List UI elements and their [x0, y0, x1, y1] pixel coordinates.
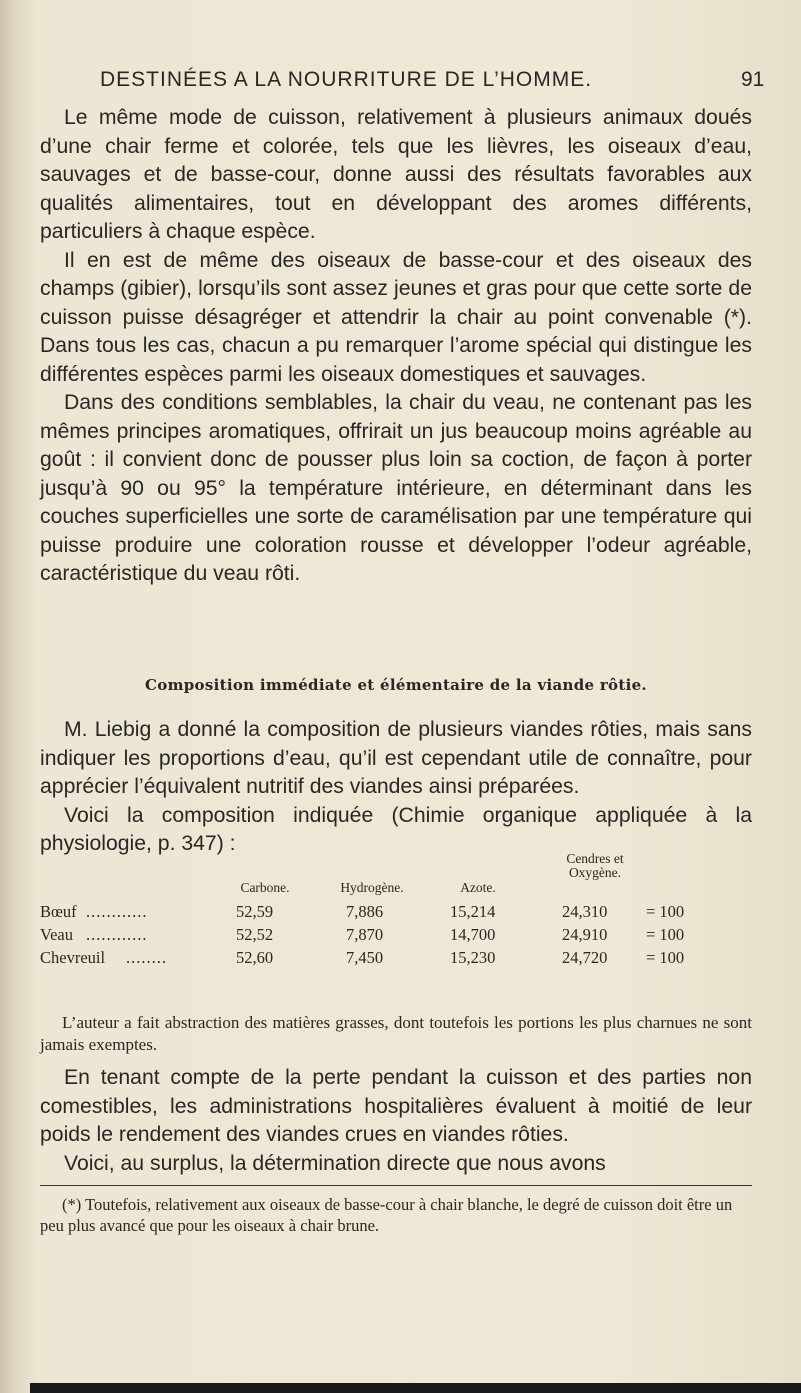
row-label: Bœuf — [40, 902, 77, 921]
page-edge-shadow — [30, 1383, 801, 1393]
cell-hydrogene: 7,870 — [346, 925, 384, 944]
cell-cendres: 24,910 — [562, 925, 608, 944]
section-heading: Composition immédiate et élémentaire de la viande rôtie. — [145, 676, 647, 694]
cell-carbone: 52,52 — [236, 925, 274, 944]
paragraph: Dans des conditions semblables, la chair du veau, ne contenant pas les mêmes principes aromatiques, offrirait un jus beaucoup moins agréable au goût : il convient donc de pousser plus loin sa coction, de façon à porter jusqu’à 90 ou 95° la température intérieure, en déterminant dans les couches superficielles une sorte de caramélisation par une température qui puisse produire une coloration rousse et développer l’odeur agréable, caractéristique du veau rôti. — [40, 391, 752, 585]
cell-cendres: 24,310 — [562, 902, 608, 921]
row-label: Chevreuil — [40, 948, 106, 967]
cell-cendres: 24,720 — [562, 948, 608, 967]
running-head — [0, 68, 801, 98]
paragraph: Voici, au surplus, la détermination directe que nous avons — [64, 1151, 606, 1175]
cell-total: = 100 — [646, 948, 685, 967]
cell-carbone: 52,60 — [236, 948, 274, 967]
cell-hydrogene: 7,886 — [346, 902, 384, 921]
paragraph: En tenant compte de la perte pendant la cuisson et des parties non comestibles, les administrations hospitalières évaluent à moitié de leur poids le rendement des viandes crues en viandes rôties. — [40, 1066, 752, 1146]
paragraph: Le même mode de cuisson, relativement à plusieurs animaux doués d’une chair ferme et colorée, tels que les lièvres, les oiseaux d’eau, sauvages et de basse-cour, donne aussi des résultats favorables aux qualités alimentaires, tout en développant des aromes différents, particuliers à chaque espèce. — [40, 106, 752, 243]
table-row — [40, 902, 752, 922]
paragraph: Voici la composition indiquée (Chimie organique appliquée à la physiologie, p. 347) : — [40, 803, 752, 855]
cell-azote: 14,700 — [450, 925, 496, 944]
cell-hydrogene: 7,450 — [346, 948, 384, 967]
cell-total: = 100 — [646, 902, 685, 921]
column-header-azote: Azote. — [460, 880, 496, 895]
column-header-cendres: Cendres et Oxygène. — [566, 851, 624, 880]
cell-carbone: 52,59 — [236, 902, 274, 921]
row-leader-dots: ............ — [86, 925, 148, 944]
page-number: 91 — [741, 68, 765, 91]
row-leader-dots: ........ — [126, 948, 167, 967]
footnote — [40, 1194, 752, 1236]
note-paragraph: L’auteur a fait abstraction des matières grasses, dont toutefois les portions les plus charnues ne sont jamais exemptes. — [40, 1013, 752, 1054]
footnote-text: (*) Toutefois, relativement aux oiseaux de basse-cour à chair blanche, le degré de cuisson doit être un peu plus avancé que pour les oiseaux à chair brune. — [40, 1195, 733, 1235]
column-header-carbone: Carbone. — [240, 880, 290, 895]
table-row — [40, 925, 752, 945]
paragraph: Il en est de même des oiseaux de basse-cour et des oiseaux des champs (gibier), lorsqu’ils sont assez jeunes et gras pour que cette sorte de cuisson puisse désagréger et attendrir la chair au point convenable (*). Dans tous les cas, chacun a pu remarquer l’arome spécial qui distingue les différentes espèces parmi les oiseaux domestiques et sauvages. — [40, 248, 752, 386]
cell-azote: 15,214 — [450, 902, 496, 921]
table-note — [40, 1012, 752, 1056]
running-head-title: DESTINÉES A LA NOURRITURE DE L’HOMME. — [100, 68, 593, 91]
body-text-top — [40, 104, 752, 589]
cell-total: = 100 — [646, 925, 685, 944]
body-text-middle — [40, 716, 752, 859]
footnote-divider — [40, 1185, 752, 1186]
column-header-hydrogene: Hydrogène. — [340, 880, 404, 895]
row-leader-dots: ............ — [86, 902, 148, 921]
table-row — [40, 948, 752, 968]
row-label: Veau — [40, 925, 73, 944]
cell-azote: 15,230 — [450, 948, 496, 967]
paragraph: M. Liebig a donné la composition de plusieurs viandes rôties, mais sans indiquer les proportions d’eau, qu’il est cependant utile de connaître, pour apprécier l’équivalent nutritif des viandes ainsi préparées. — [40, 718, 752, 798]
body-text-bottom — [40, 1064, 752, 1178]
